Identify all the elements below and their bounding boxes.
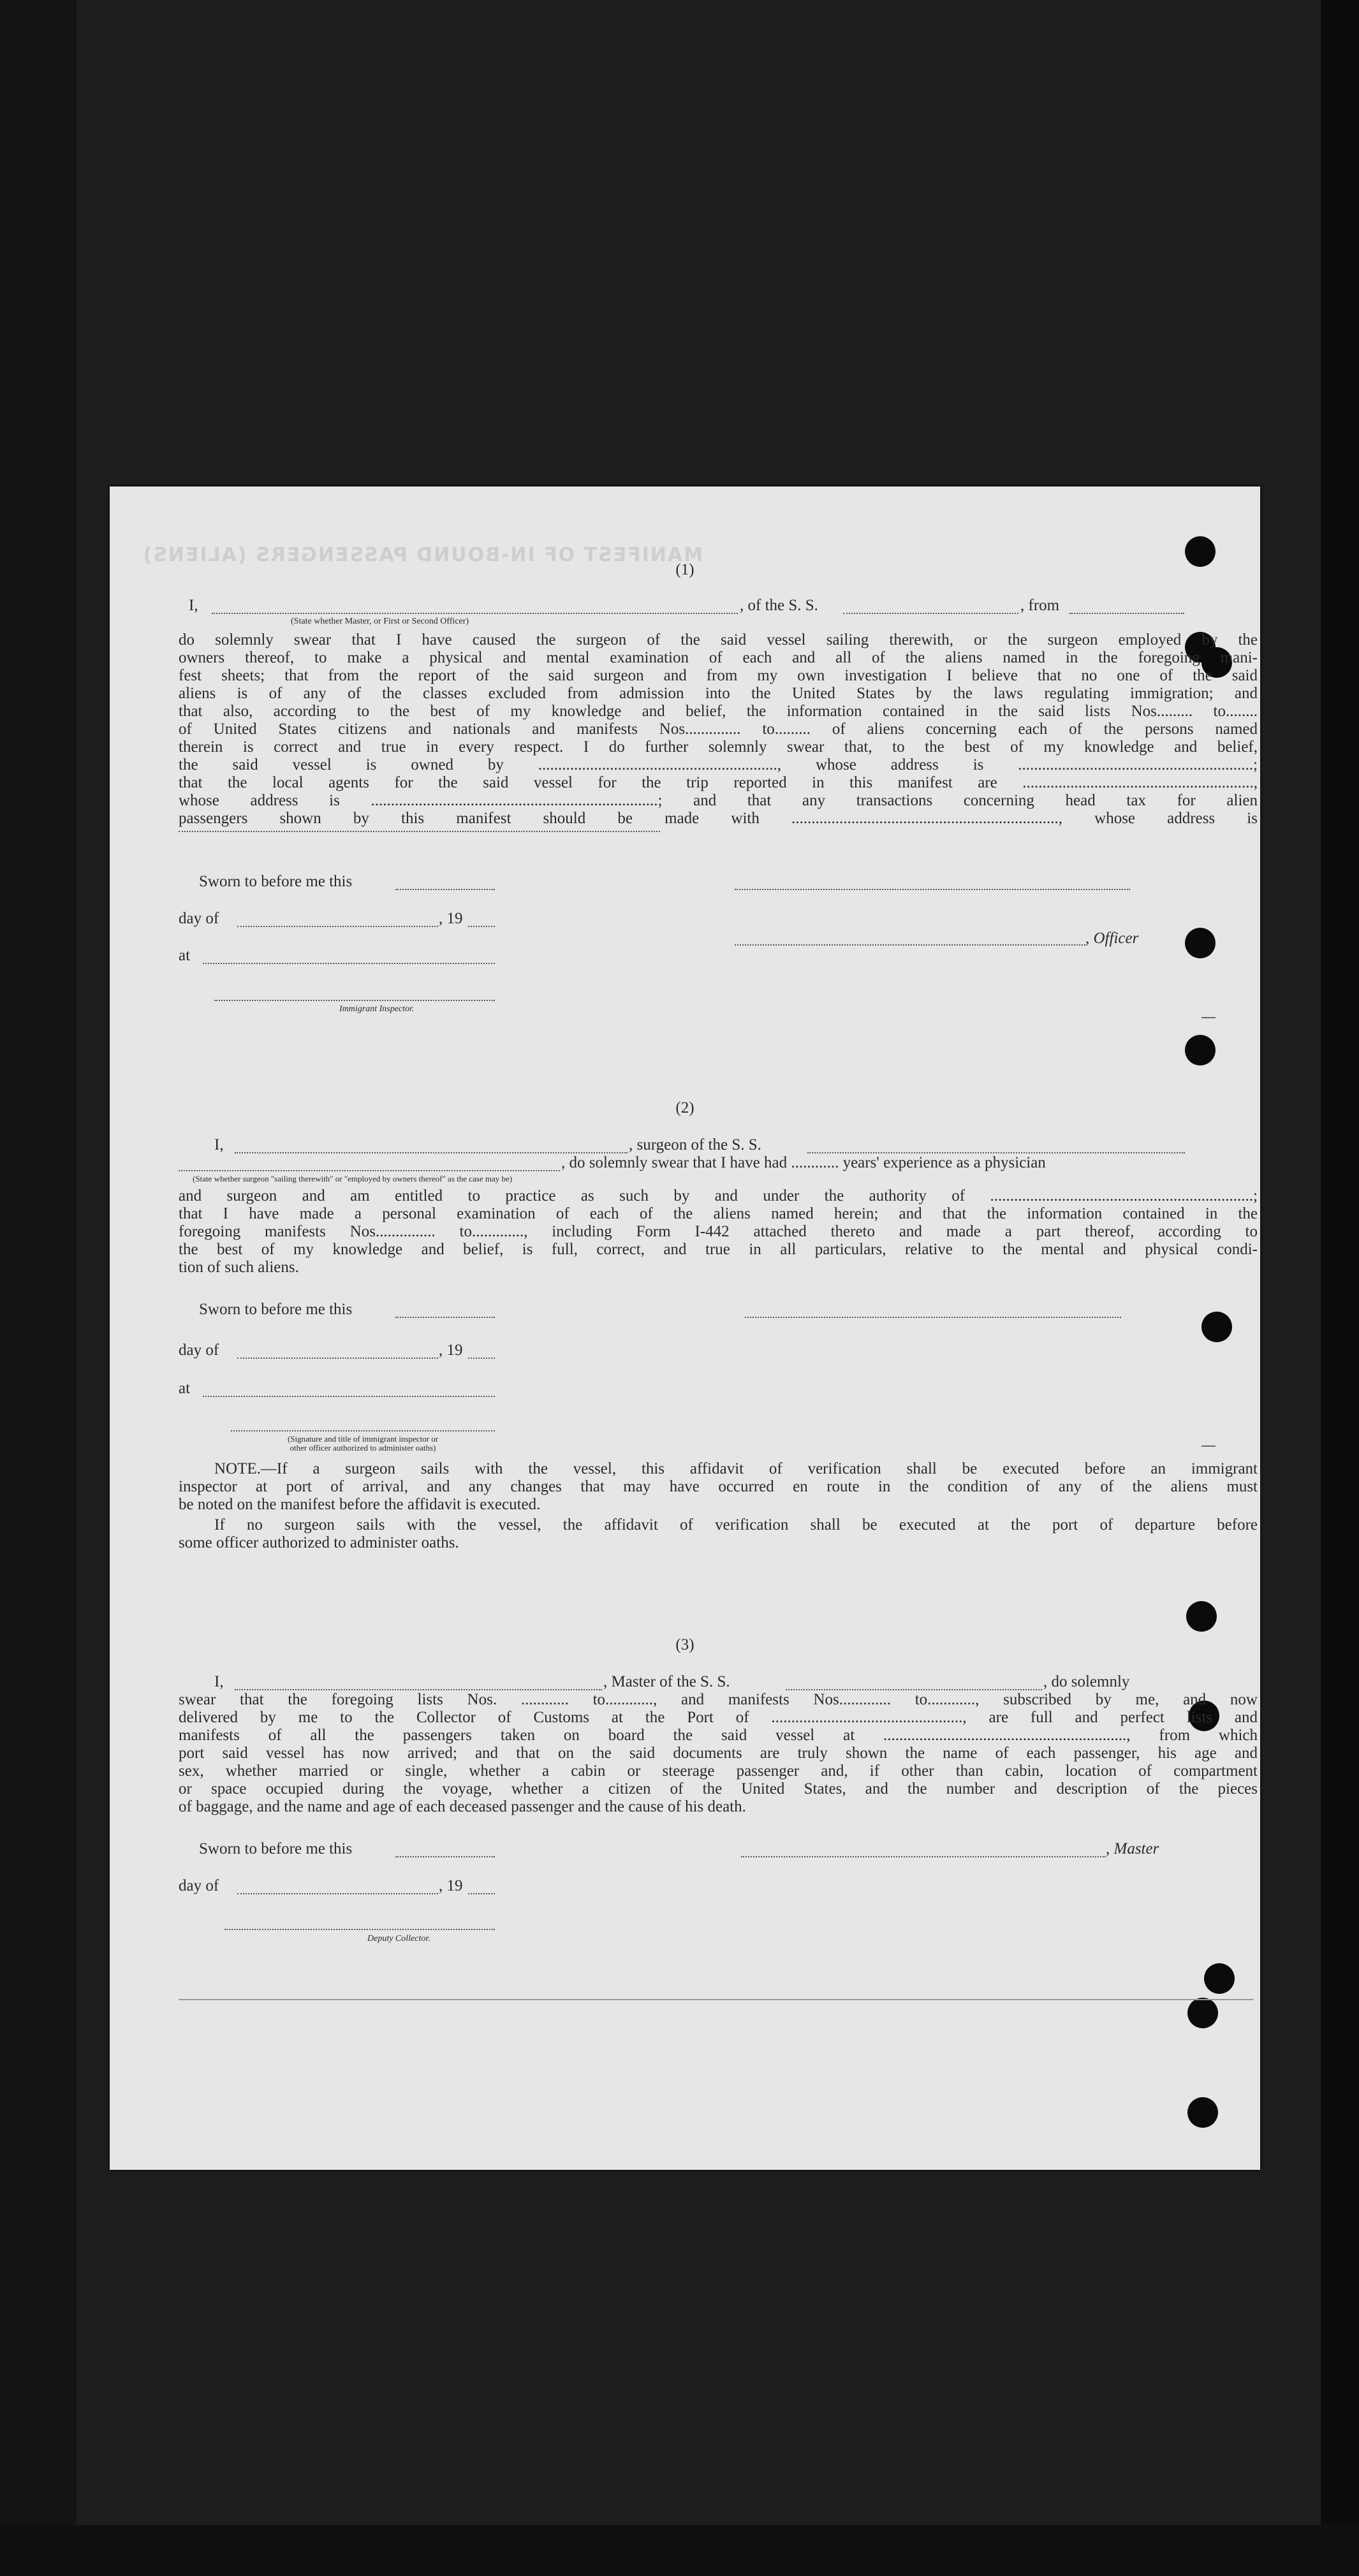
note-line-last: be noted on the manifest before the affidavit is executed. [179,1496,541,1513]
bleed-through-header: MANIFEST OF IN-BOUND PASSENGERS (ALIENS) [142,544,703,566]
scan-border-bottom [0,2525,1359,2576]
section-2-i: I, [214,1136,224,1153]
section-3-line: manifests of all the passengers taken on board the said vessel at ............................................................., from which [179,1727,1258,1744]
officer-name-blank[interactable] [212,613,738,614]
section-1-from: , from [1020,597,1060,614]
year-label: , 19 [439,1342,463,1359]
sworn-label: Sworn to before me this [199,1840,353,1857]
section-1-line: the said vessel is owned by ............................................................, whose address is ...........................................................; [179,756,1258,773]
section-2-number: (2) [675,1099,694,1116]
note-line: NOTE.—If a surgeon sails with the vessel, this affidavit of verification shall be executed before an immigrant [214,1460,1258,1477]
section-3-line: delivered by me to the Collector of Customs at the Port of ................................................, are full and perfect lists and [179,1709,1258,1726]
section-1-caption: (State whether Master, or First or Second Officer) [291,617,469,626]
surgeon-signature-blank[interactable] [745,1317,1121,1318]
officer-title-blank[interactable] [735,944,1085,946]
year-blank[interactable] [468,926,495,927]
section-3-i: I, [214,1673,224,1690]
section-1-line: that the local agents for the said vessel for the trip reported in this manifest are .........................................................., [179,774,1258,791]
section-2-line: that I have made a personal examination of each of the aliens named herein; and that the information contained in the [179,1205,1258,1222]
margin-mark [1201,1445,1216,1447]
section-3-line: port said vessel has now arrived; and that on the said documents are truly shown the name of each passenger, his age and [179,1745,1258,1762]
sworn-date-blank[interactable] [395,889,495,890]
section-1-line: of United States citizens and nationals and manifests Nos.............. to......... of aliens concerning each of the persons named [179,721,1258,738]
note-2-line-last: some officer authorized to administer oaths. [179,1534,459,1551]
punch-hole [1201,1312,1232,1342]
official-signature-blank[interactable] [231,1430,495,1431]
section-3-line-1-end: , do solemnly [1043,1673,1130,1690]
section-1-i: I, [189,597,198,614]
year-label: , 19 [439,910,463,927]
deputy-collector-caption: Deputy Collector. [367,1934,430,1943]
month-blank[interactable] [237,926,438,927]
note-line: inspector at port of arrival, and any changes that may have occurred en route in the condition of any of the aliens must [179,1478,1258,1495]
punch-hole [1185,928,1216,958]
origin-port-blank[interactable] [1069,613,1184,614]
punch-hole [1187,2097,1218,2128]
at-label: at [179,1380,191,1397]
document-page [110,487,1260,2170]
section-1-line: fest sheets; that from the report of the said surgeon and from my own investigation I believe that no one of the said [179,667,1258,684]
section-3-line: sex, whether married or single, whether a cabin or steerage passenger and, if other than cabin, location of compartment [179,1762,1258,1780]
day-of-label: day of [179,910,219,927]
vessel-name-blank[interactable] [843,613,1018,614]
master-label: , Master [1106,1840,1159,1857]
signature-caption-1: (Signature and title of immigrant inspector or [287,1434,439,1444]
officer-label: , Officer [1085,930,1139,947]
scan-border-right [1321,0,1359,2576]
day-of-label: day of [179,1877,219,1894]
deputy-collector-signature-blank[interactable] [224,1929,495,1930]
year-label: , 19 [439,1877,463,1894]
section-1-line: that also, according to the best of my knowledge and belief, the information contained in the said lists Nos......... to........ [179,703,1258,720]
at-label: at [179,947,191,964]
surgeon-status-blank[interactable] [179,1170,560,1171]
section-3-line: swear that the foregoing lists Nos. ............ to............, and manifests Nos............. to............, subscribed by me, and now [179,1691,1258,1708]
section-3-line-last: of baggage, and the name and age of each deceased passenger and the cause of his death. [179,1798,746,1815]
section-1-line: owners thereof, to make a physical and mental examination of each and all of the aliens named in the foregoing mani- [179,649,1258,666]
immigrant-inspector-caption: Immigrant Inspector. [339,1004,415,1014]
year-blank[interactable] [468,1893,495,1894]
section-1-line: passengers shown by this manifest should be made with ..................................................................., whose address is [179,810,1258,827]
sworn-label: Sworn to before me this [199,1301,353,1318]
note-2-line: If no surgeon sails with the vessel, the affidavit of verification shall be executed at the port of departure before [214,1516,1258,1533]
section-1-line: therein is correct and true in every respect. I do further solemnly swear that, to the best of my knowledge and belief, [179,738,1258,756]
section-3-number: (3) [675,1636,694,1653]
section-2-line: the best of my knowledge and belief, is full, correct, and true in all particulars, relative to the mental and physical condi- [179,1241,1258,1258]
section-1-line: whose address is ........................................................................; and that any transactions concerning head tax for alien [179,792,1258,809]
sworn-label: Sworn to before me this [199,873,353,890]
section-3-master-of: , Master of the S. S. [603,1673,730,1690]
margin-mark [1201,1017,1216,1018]
officer-signature-blank[interactable] [735,889,1130,890]
bottom-rule [179,1999,1254,2000]
sworn-date-blank[interactable] [395,1317,495,1318]
year-blank[interactable] [468,1358,495,1359]
punch-hole [1187,1998,1218,2028]
sworn-date-blank[interactable] [395,1856,495,1857]
master-signature-blank[interactable] [741,1856,1106,1857]
section-3-line: or space occupied during the voyage, whether a citizen of the United States, and the number and description of the pieces [179,1780,1258,1797]
section-1-number: (1) [675,561,694,578]
month-blank[interactable] [237,1358,438,1359]
section-2-line: and surgeon and am entitled to practice as such by and under the authority of ..................................................................; [179,1187,1258,1204]
punch-hole [1204,1963,1235,1994]
month-blank[interactable] [237,1893,438,1894]
scan-border-left [0,0,77,2576]
signature-caption-2: other officer authorized to administer oaths) [290,1443,436,1453]
inspector-signature-blank[interactable] [214,1000,495,1001]
section-2-line: foregoing manifests Nos............... to............., including Form I-442 attached thereto and made a part thereof, according to [179,1223,1258,1240]
section-1-line: do solemnly swear that I have caused the surgeon of the said vessel sailing therewith, or the surgeon employed by the [179,631,1258,648]
agent-address-blank[interactable] [179,831,660,832]
section-2-line-last: tion of such aliens. [179,1259,299,1276]
day-of-label: day of [179,1342,219,1359]
section-2-caption: (State whether surgeon "sailing therewith" or "employed by owners thereof" as the case may be) [193,1174,513,1183]
place-blank[interactable] [203,963,495,964]
section-2-surgeon-of: , surgeon of the S. S. [629,1136,761,1153]
place-blank[interactable] [203,1396,495,1397]
punch-hole [1185,1035,1216,1065]
section-1-of-ss: , of the S. S. [740,597,818,614]
punch-hole [1186,1601,1217,1632]
section-1-line: aliens is of any of the classes excluded from admission into the United States by the laws regulating immigration; and [179,685,1258,702]
section-2-line-2: , do solemnly swear that I have had ............ years' experience as a physician [561,1154,1046,1171]
